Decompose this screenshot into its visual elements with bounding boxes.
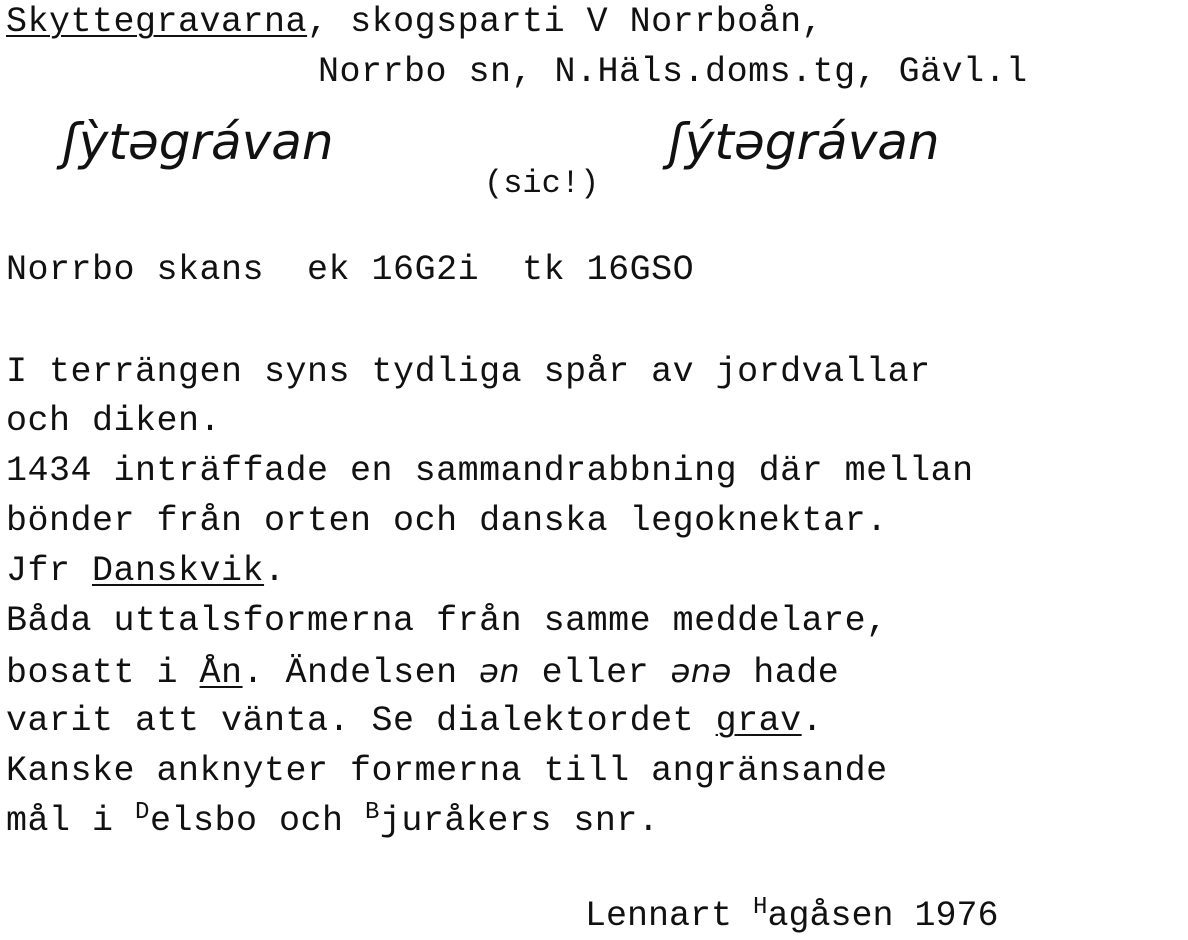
text: Lennart xyxy=(585,896,754,936)
superscript: B xyxy=(364,799,380,826)
body-line-2: och diken. xyxy=(6,401,222,441)
place-name: Skyttegravarna xyxy=(6,2,308,42)
text: hade xyxy=(731,653,840,693)
reference-grav: grav xyxy=(715,701,802,741)
text: varit att vänta. Se dialektordet xyxy=(6,701,716,741)
signature xyxy=(585,896,998,940)
body-line-8 xyxy=(6,701,823,741)
text: Jfr xyxy=(6,551,93,591)
ending-phonetic-2: ənə xyxy=(670,652,732,690)
place-description: , skogsparti V Norrboån, xyxy=(307,2,824,42)
text: bosatt i xyxy=(6,653,200,693)
reference-an: Ån xyxy=(199,653,243,693)
text: . xyxy=(801,701,824,741)
body-line-6: Båda uttalsformerna från samme meddelare, xyxy=(6,601,888,641)
text: juråkers snr. xyxy=(379,801,660,841)
body-line-9: Kanske anknyter formerna till angränsande xyxy=(6,751,888,791)
body-line-3: 1434 inträffade en sammandrabbning där mellan xyxy=(6,451,974,491)
header-line-1 xyxy=(6,2,823,42)
superscript: H xyxy=(753,894,768,921)
text: mål i xyxy=(6,801,136,841)
body-line-7 xyxy=(6,651,839,693)
body-line-4: bönder från orten och danska legoknektar. xyxy=(6,501,888,541)
phonetic-form-2: ʃýtəgrávan xyxy=(668,113,940,171)
body-line-5 xyxy=(6,551,286,591)
text: agåsen 1976 xyxy=(767,896,999,936)
header-line-2: Norrbo sn, N.Häls.doms.tg, Gävl.l xyxy=(318,52,1028,92)
ending-phonetic-1: ən xyxy=(479,652,521,690)
reference-danskvik: Danskvik xyxy=(92,551,265,591)
sic-note: (sic!) xyxy=(484,165,600,202)
text: . xyxy=(264,551,286,591)
map-reference: Norrbo skans ek 16G2i tk 16GSO xyxy=(6,250,695,290)
phonetic-form-1: ʃỳtəgrávan xyxy=(62,113,334,171)
body-line-10 xyxy=(6,801,659,845)
text: . Ändelsen xyxy=(242,653,480,693)
text: elsbo och xyxy=(149,801,365,841)
text: eller xyxy=(520,653,671,693)
body-line-1: I terrängen syns tydliga spår av jordvallar xyxy=(6,352,931,392)
superscript: D xyxy=(135,799,150,826)
